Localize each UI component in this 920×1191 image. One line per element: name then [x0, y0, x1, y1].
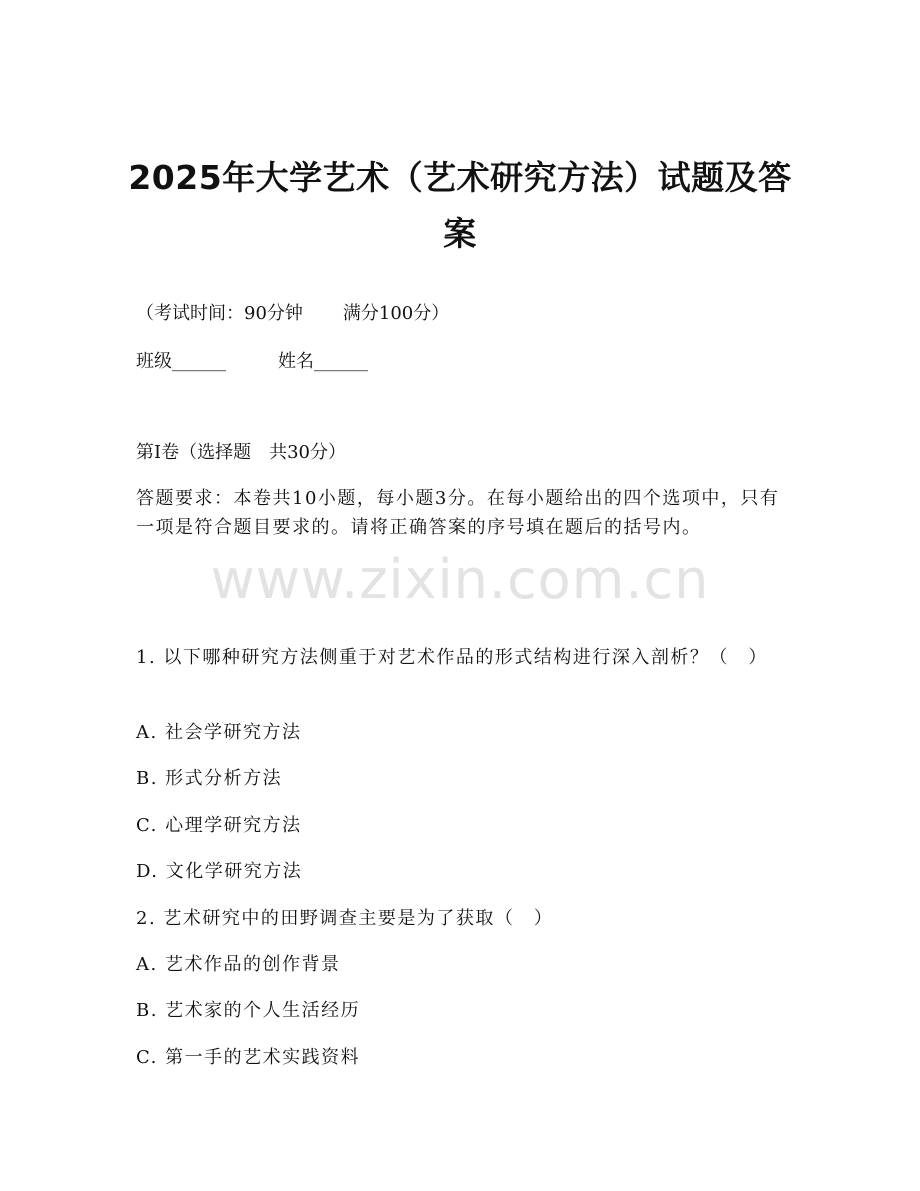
question-1-option-a: A. 社会学研究方法 — [136, 722, 302, 743]
question-1-stem: 1. 以下哪种研究方法侧重于对艺术作品的形式结构进行深入剖析？（ ） — [136, 647, 768, 668]
question-1-option-b: B. 形式分析方法 — [136, 768, 283, 789]
question-2-option-c: C. 第一手的艺术实践资料 — [136, 1047, 361, 1068]
student-fields — [136, 350, 786, 374]
watermark: www.zixin.com.cn — [210, 548, 710, 611]
exam-time: （考试时间：90分钟 — [136, 303, 303, 324]
question-1-option-c: C. 心理学研究方法 — [136, 815, 302, 836]
question-2-option-b: B. 艺术家的个人生活经历 — [136, 1000, 361, 1021]
question-1-option-d: D. 文化学研究方法 — [136, 861, 303, 882]
section-heading: 第I卷（选择题 共30分） — [136, 442, 347, 463]
question-2-option-a: A. 艺术作品的创作背景 — [136, 954, 341, 975]
document-title: 2025年大学艺术（艺术研究方法）试题及答案 — [128, 158, 792, 253]
question-2-stem: 2. 艺术研究中的田野调查主要是为了获取（ ） — [136, 908, 554, 929]
exam-score: 满分100分） — [342, 303, 450, 324]
name-field-label: 姓名______ — [278, 351, 368, 372]
section-instructions: 答题要求：本卷共10小题，每小题3分。在每小题给出的四个选项中，只有一项是符合题目要求的。请将正确答案的序号填在题后的括号内。 — [136, 488, 780, 538]
class-field-label: 班级______ — [136, 351, 226, 372]
exam-info — [136, 302, 786, 326]
